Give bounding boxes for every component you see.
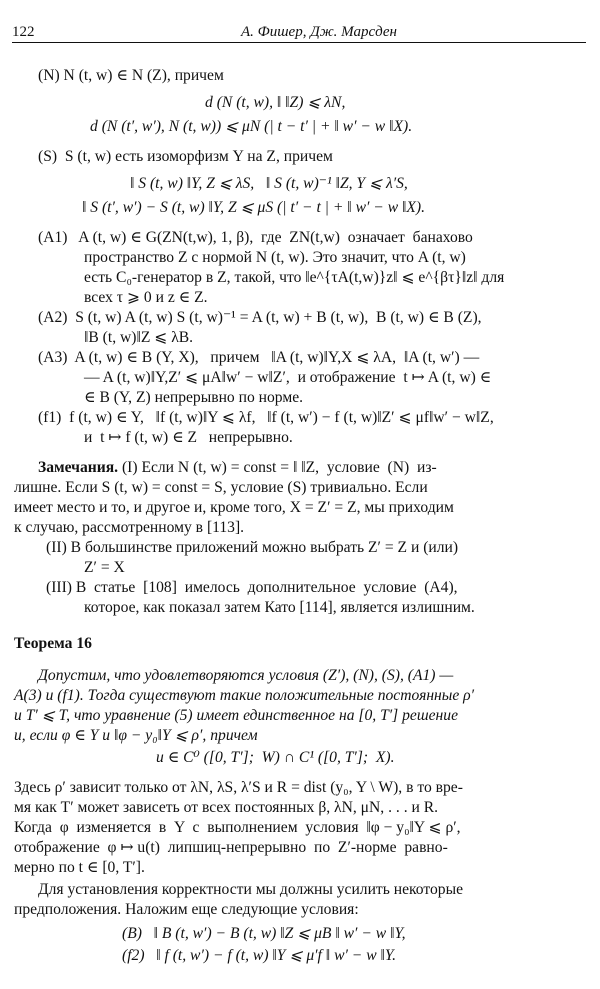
after-line6: Для установления корректности мы должны усилить некоторые [38,881,463,898]
condition-f1-line1: (f1) f (t, w) ∈ Y, ‖f (t, w)‖Y ⩽ λf, ‖f (t, w′) − f (t, w)‖Z′ ⩽ μf‖w′ − w‖Z, [38,409,494,426]
theorem-title: Теорема 16 [14,635,92,652]
condition-A3-line1: (A3) A (t, w) ∈ B (Y, X), причем ‖A (t, w)‖Y,X ⩽ λA, ‖A (t, w′) — [38,349,480,366]
page-number: 122 [12,24,35,40]
running-header [12,18,586,43]
theorem-line2: A(3) и (f1). Тогда существуют такие положительные постоянные ρ′ [14,687,475,704]
after-line3: Когда φ изменяется в Y с выполнением условия ‖φ − y₀‖Y ⩽ ρ′, [14,819,461,836]
condition-S-line1: (S) S (t, w) есть изоморфизм Y на Z, причем [38,148,333,165]
condition-A3-line2: — A (t, w)‖Y,Z′ ⩽ μA‖w′ − w‖Z′, и отображение t ↦ A (t, w) ∈ [84,369,492,386]
remarks-title: Замечания. [38,459,119,476]
remark-1-line2: лишне. Если S (t, w) = const = S, условие (S) тривиально. Если [14,479,428,496]
after-line4: отображение φ ↦ u(t) липшиц-непрерывно по Z′-норме равно- [14,839,448,856]
remark-1-line4: к случаю, рассмотренному в [113]. [14,519,245,536]
condition-A1-line3: есть C₀-генератор в Z, такой, что ‖e^{τA(t,w)}z‖ ⩽ e^{βτ}‖z‖ для [84,269,505,286]
condition-A1-line1: (A1) A (t, w) ∈ G(ZN(t,w), 1, β), где ZN(t,w) означает банахово [38,229,473,246]
condition-f1-line2: и t ↦ f (t, w) ∈ Z непрерывно. [84,429,293,446]
theorem-line1: Допустим, что удовлетворяются условия (Z′), (N), (S), (A1) — [38,667,454,684]
remark-3-line2: которое, как показал затем Като [114], является излишним. [84,599,475,616]
remarks-paragraph-line1 [38,458,437,478]
condition-f2: (f2) ‖ f (t, w′) − f (t, w) ‖Y ⩽ μ′f ‖ w′ − w ‖Y. [122,947,397,964]
condition-N-line1: (N) N (t, w) ∈ N (Z), причем [38,67,224,84]
remark-2-line2: Z′ = X [84,559,125,576]
condition-A1-line4: всех τ ⩾ 0 и z ∈ Z. [84,289,208,306]
after-line7: предположения. Наложим еще следующие условия: [14,901,359,918]
remark-3-line1: (III) В статье [108] имелось дополнительное условие (A4), [46,579,458,596]
condition-A2-line2: ‖B (t, w)‖Z ⩽ λB. [84,329,194,346]
theorem-line3: и T′ ⩽ T, что уравнение (5) имеет единственное на [0, T′] решение [14,707,458,724]
after-line2: мя как T′ может зависеть от всех постоянных β, λN, μN, . . . и R. [14,799,439,816]
remark-1-line3: имеет место и то, и другое и, кроме того, X = Z′ = Z, мы приходим [14,499,454,516]
theorem-formula: u ∈ C⁰ ([0, T′]; W) ∩ C¹ ([0, T′]; X). [156,749,395,766]
condition-A3-line3: ∈ B (Y, Z) непрерывно по норме. [84,389,304,406]
remark-2-line1: (II) В большинстве приложений можно выбрать Z′ = Z и (или) [46,539,459,556]
after-line1: Здесь ρ′ зависит только от λN, λS, λ′S и R = dist (y₀, Y \ W), в то вре- [14,779,463,796]
running-head-authors: А. Фишер, Дж. Марсден [240,24,397,40]
condition-N-line2: d (N (t, w), ‖ ‖Z) ⩽ λN, [205,94,346,111]
remark-1-line1: (I) Если N (t, w) = const = ‖ ‖Z, условие (N) из- [118,459,437,476]
after-line5: мерно по t ∈ [0, T′]. [14,859,145,876]
condition-A1-line2: пространство Z с нормой N (t, w). Это значит, что A (t, w) [84,249,466,266]
condition-B: (B) ‖ B (t, w′) − B (t, w) ‖Z ⩽ μB ‖ w′ − w ‖Y, [122,925,406,942]
condition-A2-line1: (A2) S (t, w) A (t, w) S (t, w)⁻¹ = A (t, w) + B (t, w), B (t, w) ∈ B (Z), [38,309,482,326]
condition-S-line2: ‖ S (t, w) ‖Y, Z ⩽ λS, ‖ S (t, w)⁻¹ ‖Z, Y ⩽ λ′S, [130,175,408,192]
condition-N-line3: d (N (t′, w′), N (t, w)) ⩽ μN (| t − t′ | + ‖ w′ − w ‖X). [90,118,413,135]
condition-S-line3: ‖ S (t′, w′) − S (t, w) ‖Y, Z ⩽ μS (| t′ − t | + ‖ w′ − w ‖X). [82,199,425,216]
theorem-line4: u, если φ ∈ Y и ‖φ − y₀‖Y ⩽ ρ′, причем [14,727,258,744]
